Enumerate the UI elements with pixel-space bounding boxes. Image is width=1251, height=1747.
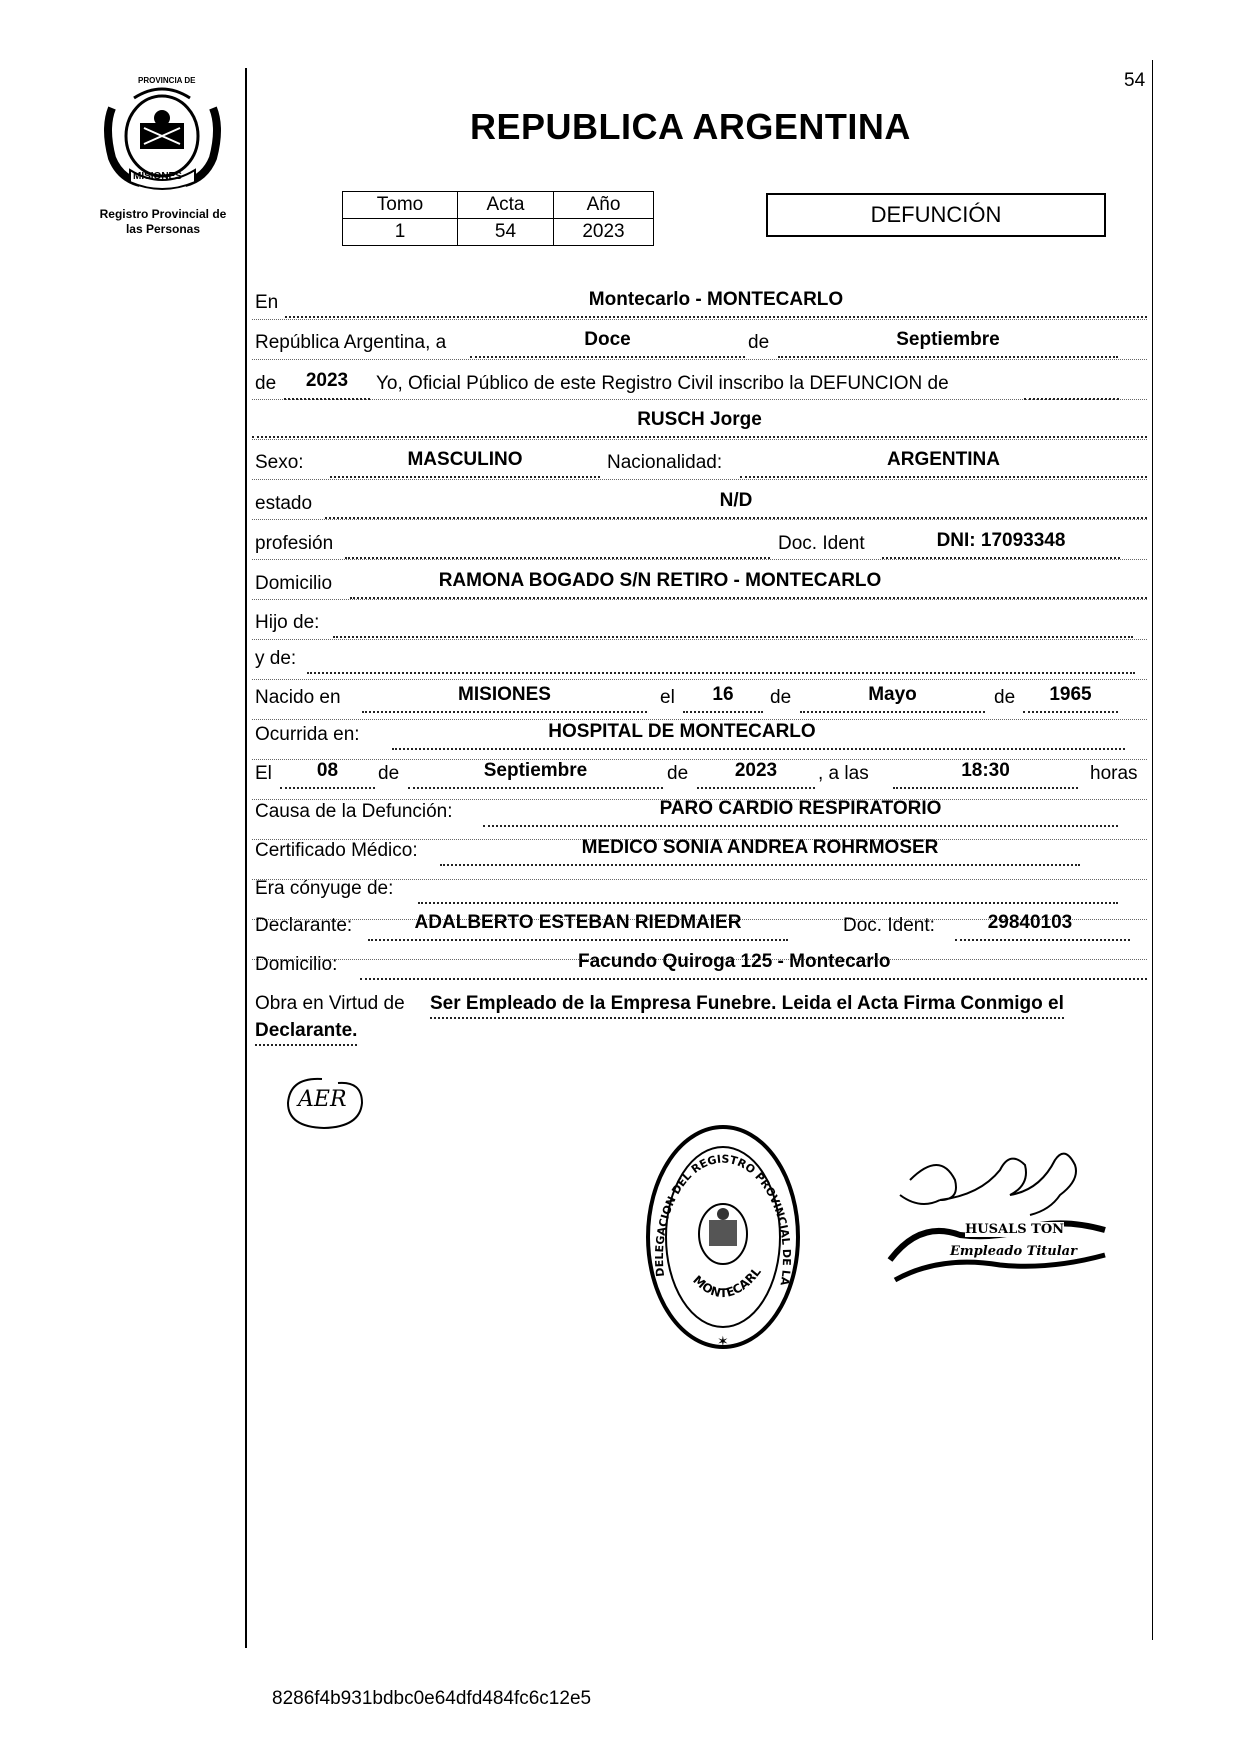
- birth-year-dots: [1023, 711, 1118, 713]
- registry-name-line2: las Personas: [125, 222, 201, 236]
- el-cap-label: El: [255, 763, 272, 784]
- causa-label: Causa de la Defunción:: [255, 801, 453, 822]
- table-header-ano: Año: [554, 192, 654, 219]
- row-separator: [252, 399, 1147, 400]
- logo-text-top: PROVINCIA DE: [138, 76, 196, 85]
- document-hash: 8286f4b931bdbc0e64dfd484fc6c12e5: [272, 1688, 592, 1709]
- birth-month: Mayo: [868, 684, 917, 705]
- nacido-value: MISIONES: [458, 684, 551, 705]
- causa-dots: [483, 825, 1118, 827]
- year-dots: [284, 398, 370, 400]
- declarante-value: ADALBERTO ESTEBAN RIEDMAIER: [414, 912, 742, 933]
- domicilio-value: RAMONA BOGADO S/N RETIRO - MONTECARLO: [438, 570, 882, 591]
- doc-type-box: DEFUNCIÓN: [766, 193, 1106, 237]
- yde-label: y de:: [255, 648, 297, 669]
- obra-value-line2: Declarante.: [255, 1017, 357, 1046]
- birth-month-dots: [800, 711, 985, 713]
- registry-table: [342, 191, 654, 246]
- sexo-value: MASCULINO: [407, 449, 523, 470]
- obra-value-line1: Ser Empleado de la Empresa Funebre. Leida el Acta Firma Conmigo el: [430, 990, 1064, 1019]
- day-dots: [470, 356, 745, 358]
- registry-table-header: [343, 192, 654, 219]
- logo-text-bottom: MISIONES: [133, 171, 182, 182]
- domicilio-dots: [350, 597, 1147, 599]
- ano-value: 2023: [554, 219, 654, 246]
- stamp-line2: Empleado Titular: [950, 1244, 1077, 1259]
- svg-text:✶: ✶: [717, 1334, 729, 1350]
- decl-doc-label: Doc. Ident:: [843, 915, 935, 936]
- obra-label: Obra en Virtud de: [255, 993, 405, 1014]
- deceased-name: RUSCH Jorge: [637, 409, 762, 430]
- page-title: REPUBLICA ARGENTINA: [470, 106, 911, 147]
- initials-text: AER: [298, 1087, 347, 1112]
- estado-label: estado: [255, 493, 313, 514]
- stamp-line1: HUSALS TON: [965, 1222, 1065, 1237]
- left-margin-line: [245, 68, 247, 1648]
- year-value: 2023: [305, 370, 349, 391]
- ocurrida-value: HOSPITAL DE MONTECARLO: [548, 721, 816, 742]
- seal-text-bottom: MONTECARL: [690, 1264, 764, 1301]
- de-label-2: de: [255, 373, 277, 394]
- sexo-dots: [330, 476, 600, 478]
- row-separator: [252, 359, 1147, 360]
- decl-doc-value: 29840103: [987, 912, 1073, 933]
- seal-text-top: DELEGACION DEL REGISTRO PROVINCIAL DE LA: [652, 1152, 794, 1287]
- decl-dom-value: Facundo Quiroga 125 - Montecarlo: [578, 951, 891, 972]
- row-separator: [252, 439, 1147, 440]
- row-separator: [252, 519, 1147, 520]
- death-year: 2023: [734, 760, 778, 781]
- de-label-6: de: [667, 763, 689, 784]
- initials-mark: [282, 1073, 368, 1133]
- acta-value: 54: [458, 219, 554, 246]
- estado-dots: [325, 517, 1147, 519]
- page-number: 54: [1124, 70, 1146, 91]
- horas-label: horas: [1090, 763, 1138, 784]
- de-label-4: de: [994, 687, 1016, 708]
- sexo-label: Sexo:: [255, 452, 304, 473]
- certificado-value: MEDICO SONIA ANDREA ROHRMOSER: [581, 837, 939, 858]
- yde-dots: [307, 672, 1135, 674]
- row-separator: [252, 479, 1147, 480]
- declarante-label: Declarante:: [255, 915, 353, 936]
- signature: [880, 1140, 1120, 1290]
- birth-year: 1965: [1049, 684, 1092, 705]
- month-dots: [778, 356, 1118, 358]
- docident-dots: [882, 557, 1120, 559]
- row-separator: [252, 599, 1147, 600]
- name-dots: [252, 436, 1147, 438]
- docident-value: DNI: 17093348: [936, 530, 1066, 551]
- domicilio-label: Domicilio: [255, 573, 333, 594]
- day-word: Doce: [584, 329, 631, 350]
- death-month-dots: [408, 787, 663, 789]
- conyuge-label: Era cónyuge de:: [255, 878, 394, 899]
- death-day: 08: [316, 760, 339, 781]
- death-time: 18:30: [961, 760, 1010, 781]
- republica-label: República Argentina, a: [255, 332, 447, 353]
- declarante-dots: [368, 939, 788, 941]
- birth-day: 16: [712, 684, 734, 705]
- profesion-dots: [345, 557, 770, 559]
- table-header-acta: Acta: [458, 192, 554, 219]
- certificado-dots: [440, 864, 1080, 866]
- docident-label: Doc. Ident: [778, 533, 865, 554]
- nacionalidad-value: ARGENTINA: [887, 449, 1000, 470]
- de-label-3: de: [770, 687, 792, 708]
- row-separator: [252, 559, 1147, 560]
- birth-day-dots: [683, 711, 763, 713]
- nacionalidad-label: Nacionalidad:: [607, 452, 723, 473]
- table-header-tomo: Tomo: [343, 192, 458, 219]
- nacido-dots: [362, 711, 647, 713]
- right-margin-line: [1152, 60, 1153, 1640]
- conyuge-dots: [418, 902, 1118, 904]
- hijo-dots: [333, 636, 1133, 638]
- row-separator: [252, 639, 1147, 640]
- alas-label: , a las: [818, 763, 869, 784]
- death-time-dots: [893, 787, 1078, 789]
- month-word: Septiembre: [896, 329, 1000, 350]
- yo-dots: [1024, 398, 1119, 400]
- decl-dom-label: Domicilio:: [255, 954, 338, 975]
- de-label: de: [748, 332, 770, 353]
- en-label: En: [255, 292, 279, 313]
- en-dots: [285, 316, 1147, 318]
- de-label-5: de: [378, 763, 400, 784]
- registry-table-values: [343, 219, 654, 246]
- yo-text: Yo, Oficial Público de este Registro Civil inscribo la DEFUNCION de: [376, 373, 949, 394]
- tomo-value: 1: [343, 219, 458, 246]
- certificado-label: Certificado Médico:: [255, 840, 418, 861]
- en-value: Montecarlo - MONTECARLO: [588, 289, 844, 310]
- row-separator: [252, 679, 1147, 680]
- decl-doc-dots: [955, 939, 1130, 941]
- row-separator: [252, 719, 1147, 720]
- el-label: el: [660, 687, 675, 708]
- death-year-dots: [697, 787, 815, 789]
- death-day-dots: [280, 787, 375, 789]
- registry-name-line1: Registro Provincial de: [99, 207, 227, 221]
- causa-value: PARO CARDIO RESPIRATORIO: [659, 798, 942, 819]
- nacionalidad-dots: [740, 476, 1147, 478]
- registry-seal: [643, 1122, 803, 1352]
- decl-dom-dots: [360, 978, 1147, 980]
- estado-value: N/D: [719, 490, 753, 511]
- death-month: Septiembre: [483, 760, 588, 781]
- ocurrida-dots: [392, 748, 1125, 750]
- nacido-label: Nacido en: [255, 687, 341, 708]
- hijo-label: Hijo de:: [255, 612, 320, 633]
- row-separator: [252, 319, 1147, 320]
- profesion-label: profesión: [255, 533, 334, 554]
- ocurrida-label: Ocurrida en:: [255, 724, 360, 745]
